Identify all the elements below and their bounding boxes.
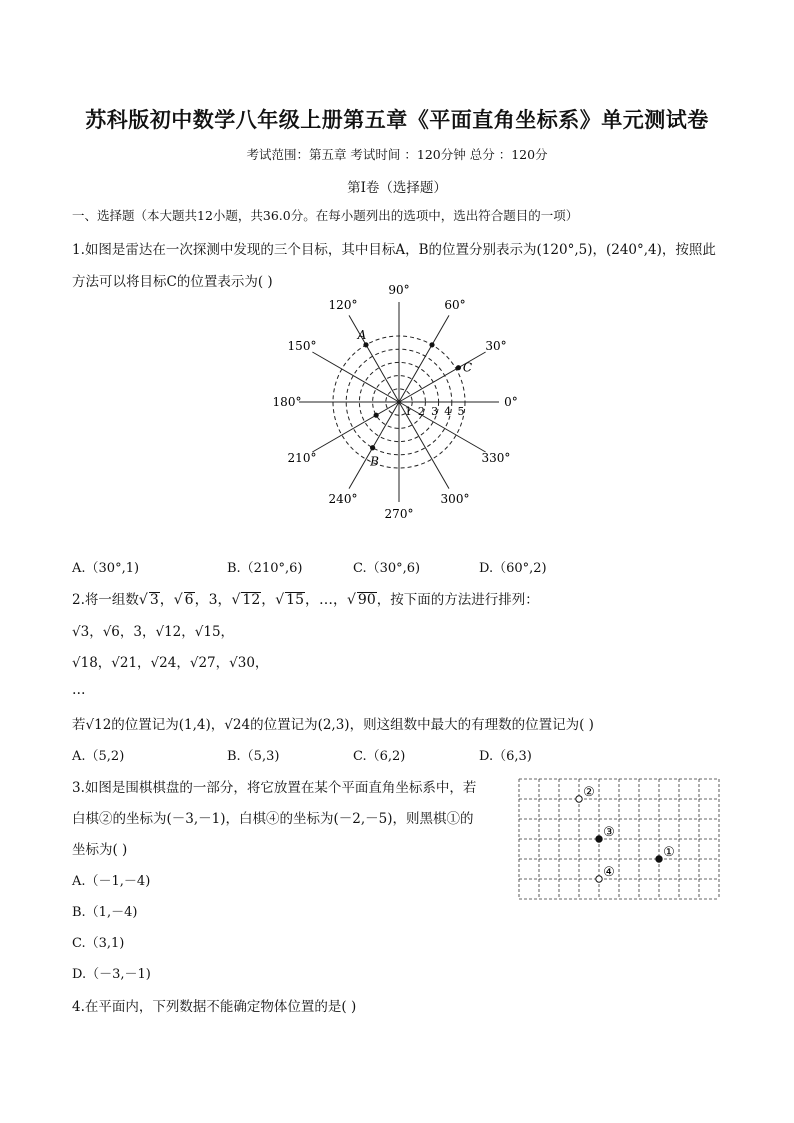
- radar-ray-150: [312, 352, 399, 402]
- q1-option-c[interactable]: C.（30°,6): [353, 561, 421, 576]
- section-header: 一、选择题（本大题共12小题，共36.0分。在每小题列出的选项中，选出符合题目的一项）: [72, 208, 579, 223]
- radar-point: [456, 365, 461, 370]
- radar-ring-label: 2: [417, 405, 425, 418]
- stone-label: ①: [663, 845, 675, 860]
- radar-ring-label: 3: [431, 405, 439, 418]
- go-board-diagram: [516, 776, 722, 900]
- q3-stem-line2: 白棋②的坐标为(－3,－1)，白棋④的坐标为(－2,－5)，则黑棋①的: [72, 811, 474, 827]
- q2-suffix: ，按下面的方法进行排列：: [376, 592, 539, 608]
- radar-angle-label: 60°: [444, 298, 466, 313]
- q1-stem-line2: 方法可以将目标C的位置表示为( ): [72, 274, 273, 290]
- radar-point-label-c: C: [462, 360, 473, 375]
- radar-ray-30: [399, 352, 486, 402]
- q2-prefix: 2.将一组数: [72, 592, 139, 608]
- radar-ring-label: 1: [404, 405, 412, 418]
- q2-option-b[interactable]: B.（5,3): [227, 749, 280, 764]
- radar-angle-label: 30°: [485, 339, 507, 353]
- white-stone: [596, 876, 602, 882]
- q3-stem-line3: 坐标为( ): [72, 842, 128, 858]
- stone-label: ③: [603, 825, 615, 840]
- radar-angle-label: 300°: [440, 491, 470, 506]
- q1-stem-line1: 1.如图是雷达在一次探测中发现的三个目标，其中目标A，B的位置分别表示为(120°,5)，(240°,4)，按照此: [72, 242, 716, 258]
- q4-stem-line1: 4.在平面内，下列数据不能确定物体位置的是( ): [72, 999, 357, 1015]
- radar-angle-label: 120°: [328, 298, 358, 313]
- q1-option-a[interactable]: A.（30°,1): [72, 561, 140, 576]
- radar-point-label-b: B: [370, 454, 380, 469]
- q2-row3: …: [72, 682, 86, 698]
- radar-point: [429, 342, 434, 347]
- radar-ray-330: [399, 402, 486, 452]
- q3-option-b[interactable]: B.（1,－4): [72, 905, 138, 920]
- radar-ring-label: 4: [444, 405, 452, 418]
- radar-angle-label: 180°: [272, 395, 302, 409]
- q3-stem-line1: 3.如图是围棋棋盘的一部分，将它放置在某个平面直角坐标系中，若: [72, 780, 477, 796]
- exam-info: 考试范围：第五章 考试时间 ：120分钟 总分 ：120分: [246, 147, 548, 162]
- radar-ray-60: [399, 315, 449, 402]
- radar-point: [374, 413, 379, 418]
- q2-row1: √3，√6，3，√12，√15，: [72, 624, 235, 640]
- radar-angle-label: 330°: [481, 451, 511, 465]
- stone-label: ②: [583, 785, 595, 800]
- radar-angle-label: 270°: [384, 507, 414, 521]
- black-stone: [596, 836, 602, 842]
- radar-point: [370, 445, 375, 450]
- radar-angle-label: 0°: [504, 395, 518, 409]
- radar-ray-210: [312, 402, 399, 452]
- q3-option-a[interactable]: A.（－1,－4): [72, 874, 151, 889]
- q3-option-d[interactable]: D.（－3,－1): [72, 967, 151, 982]
- radar-angle-label: 240°: [328, 491, 358, 506]
- radar-angle-label: 210°: [287, 451, 317, 465]
- q2-option-c[interactable]: C.（6,2): [353, 749, 406, 764]
- q3-option-c[interactable]: C.（3,1): [72, 936, 125, 951]
- radar-diagram: [270, 283, 530, 524]
- q1-option-b[interactable]: B.（210°,6): [227, 561, 303, 576]
- white-stone: [576, 796, 582, 802]
- page-title: 苏科版初中数学八年级上册第五章《平面直角坐标系》单元测试卷: [85, 108, 709, 132]
- q2-row2: √18，√21，√24，√27，√30，: [72, 655, 269, 671]
- radar-point-label-a: A: [357, 327, 367, 342]
- stone-label: ④: [603, 865, 615, 880]
- black-stone: [656, 856, 662, 862]
- q2-option-a[interactable]: A.（5,2): [72, 749, 125, 764]
- radar-point: [363, 342, 368, 347]
- q2-stem-line1: [72, 588, 539, 609]
- q2-question: 若√12的位置记为(1,4)，√24的位置记为(2,3)，则这组数中最大的有理数的位置记为( ): [72, 717, 594, 733]
- q1-option-d[interactable]: D.（60°,2): [479, 561, 547, 576]
- radar-ring-label: 5: [457, 405, 465, 418]
- radar-ray-120: [349, 315, 399, 402]
- radar-angle-label: 150°: [287, 339, 317, 353]
- q2-option-d[interactable]: D.（6,3): [479, 749, 532, 764]
- radar-angle-label: 90°: [388, 283, 410, 297]
- q2-number-list: √ 3，√ 6，3，√ 12，√ 15，…，√ 90: [138, 592, 376, 608]
- part-title: 第I卷（选择题）: [347, 180, 447, 196]
